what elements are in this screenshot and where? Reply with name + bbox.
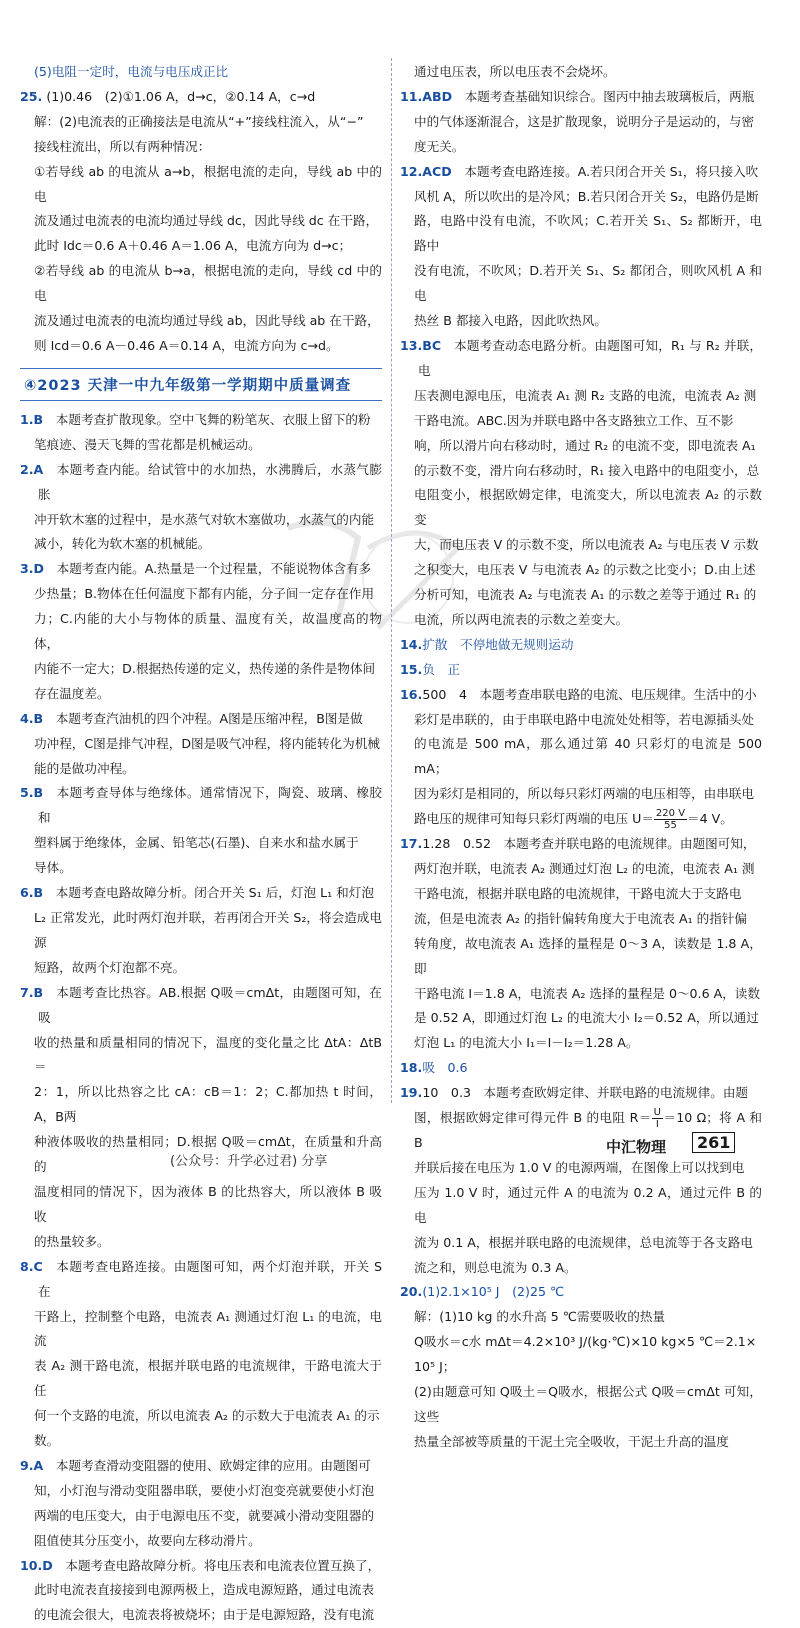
line-text: 流及通过电流表的电流均通过导线 ab，因此导线 ab 在干路，: [34, 313, 380, 329]
line-text: 存在温度差。: [34, 685, 110, 701]
ohm-formula-line: 图，根据欧姆定律可得元件 B 的电阻 R＝ $\frac{U}{I}$ ＝10 Ω；将 A 和 B: [414, 1107, 762, 1150]
line-text: 的示数不变，滑片向右移动时，R₁ 接入电路中的电阻变小，总: [414, 462, 760, 478]
answer-number: 25.: [20, 88, 43, 104]
text-line: [400, 558, 762, 583]
line-text: 本题考查基础知识综合。图丙中抽去玻璃板后，两瓶: [452, 88, 755, 104]
line-text: 表 A₂ 测干路电流，根据并联电路的电流规律，干路电流大于任: [34, 1358, 382, 1399]
text-line: [400, 533, 762, 558]
answer-number: 20.: [400, 1284, 423, 1300]
line-text: 接线柱流出，所以有两种情况：: [34, 138, 211, 154]
line-text: 本题考查导体与绝缘体。通常情况下，陶瓷、玻璃、橡胶和: [38, 785, 382, 826]
line-text: 本题考查动态电路分析。由题图可知，R₁ 与 R₂ 并联，电: [418, 337, 762, 378]
line-text: 10⁵ J；: [414, 1359, 456, 1375]
line-text: 何一个支路的电流，所以电流表 A₂ 的示数大于电流表 A₁ 的示: [34, 1408, 380, 1424]
answer-number: 3.D: [20, 561, 45, 577]
text-line: [400, 708, 762, 733]
line-text: 流为 0.1 A，根据并联电路的电流规律，总电流等于各支路电: [414, 1234, 753, 1250]
text-line: [400, 832, 762, 857]
text-line: [20, 1354, 382, 1404]
text-line: [20, 135, 382, 160]
text-line: [400, 1330, 762, 1355]
text-line: [20, 1504, 382, 1529]
footer-brand: 中汇物理: [606, 1138, 667, 1156]
line-text: (1)0.46 (2)①1.06 A，d→c，②0.14 A，c→d: [42, 88, 316, 104]
line-text: 本题考查汽油机的四个冲程。A图是压缩冲程，B图是做: [43, 710, 363, 726]
line-text: 干路上，控制整个电路，电流表 A₁ 测通过灯泡 L₁ 的电流，电流: [34, 1308, 382, 1349]
line-text: 本题考查电路故障分析。将电压表和电流表位置互换了，: [52, 1557, 381, 1573]
text-line: [400, 110, 762, 135]
text-line: [20, 682, 382, 707]
line-text: 内能不一定大；D.根据热传递的定义，热传递的条件是物体间: [34, 660, 376, 676]
line-text: 本题考查内能。A.热量是一个过程量，不能说物体含有多: [44, 561, 372, 577]
text-line: [20, 209, 382, 234]
text-line: [20, 408, 382, 433]
fraction: $\frac{220 V}{55}$: [655, 808, 686, 832]
answer-number: 5.B: [20, 785, 44, 801]
text-line: [400, 1231, 762, 1256]
line-text: 干路电流 I＝1.8 A，电流表 A₂ 选择的量程是 0～0.6 A，读数: [414, 985, 760, 1001]
line-text: 力；C.内能的大小与物体的质量、温度有关，故温度高的物体，: [34, 611, 382, 652]
line-text: 笔痕迹、漫天飞舞的雪花都是机械运动。: [34, 436, 261, 452]
line-text: 路，电路中没有电流，不吹风；C.若开关 S₁、S₂ 都断开，电路中: [414, 213, 762, 254]
answer-number: 16.: [400, 686, 423, 702]
line-text: 之积变大，电压表 V 与电流表 A₂ 的示数之比变小；D.由上述: [414, 562, 756, 578]
text-line: [20, 1603, 382, 1628]
text-line: [20, 906, 382, 956]
text-line: [400, 309, 762, 334]
answer-number: 8.C: [20, 1258, 43, 1274]
line-text: 知，小灯泡与滑动变阻器串联，要使小灯泡变亮就要使小灯泡: [34, 1482, 375, 1498]
text-line: [20, 1554, 382, 1579]
text-line: [20, 1255, 382, 1305]
line-text: 冲开软木塞的过程中，是水蒸气对软木塞做功，水蒸气的内能: [34, 511, 375, 527]
answer-number: 11.ABD: [400, 88, 453, 104]
text-line: [400, 633, 762, 658]
line-text: 热量全部被等质量的干泥土完全吸收，干泥土升高的温度: [414, 1433, 729, 1449]
text-line: [20, 557, 382, 582]
text-line: [400, 483, 762, 533]
text-line: [400, 907, 762, 932]
text-line: [400, 434, 762, 459]
line-text: 本题考查电路连接。由题图可知，两个灯泡并联，开关 S 在: [38, 1258, 382, 1299]
text-line: [20, 856, 382, 881]
line-text: 解：(1)10 kg 的水升高 5 ℃需要吸收的热量: [414, 1309, 666, 1325]
line-text: Q吸水＝c水 mΔt＝4.2×10³ J/(kg·℃)×10 kg×5 ℃＝2.1×: [414, 1334, 757, 1350]
line-text: 大，而电压表 V 的示数不变，所以电流表 A₂ 与电压表 V 示数: [414, 537, 759, 553]
line-text: 的热量较多。: [34, 1233, 110, 1249]
text-line: [20, 657, 382, 682]
answer-number: 14.: [400, 636, 423, 652]
text-line: [20, 160, 382, 210]
text-line: [20, 458, 382, 508]
text-line: [20, 956, 382, 981]
text-line: [20, 582, 382, 607]
text-line: [20, 707, 382, 732]
text-line: [20, 334, 382, 359]
line-text: 流之和，则总电流为 0.3 A。: [414, 1259, 577, 1275]
text-line: [400, 259, 762, 309]
text-line: [20, 1180, 382, 1230]
text-line: [400, 1156, 762, 1181]
text-line: [400, 85, 762, 110]
text-line: [20, 60, 382, 85]
line-text: 种液体吸收的热量相同；D.根据 Q吸＝cmΔt，在质量和升高的: [34, 1134, 382, 1175]
line-text: 分析可知，电流表 A₂ 与电流表 A₁ 的示数之差等于通过 R₁ 的: [414, 587, 757, 603]
share-note: (公众号：升学必过君) 分享: [170, 1154, 328, 1169]
line-text: ②若导线 ab 的电流从 b→a，根据电流的走向，导线 cd 中的电: [34, 263, 382, 304]
line-text: 两灯泡并联，电流表 A₂ 测通过灯泡 L₂ 的电流，电流表 A₁ 测: [414, 861, 755, 876]
text-line: [20, 781, 382, 831]
line-text: 吸 0.6: [422, 1060, 468, 1076]
text-line: [400, 384, 762, 409]
page-number: 261: [692, 1132, 735, 1153]
line-text: 风机 A，所以吹出的是冷风；B.若只闭合开关 S₂，电路仍是断: [414, 188, 759, 204]
line-text: 是 0.52 A，即通过灯泡 L₂ 的电流大小 I₂＝0.52 A，所以通过: [414, 1010, 759, 1026]
line-text: 通过电压表，所以电压表不会烧坏。: [414, 64, 616, 79]
section-title: ④2023 天津一中九年级第一学期期中质量调查: [20, 368, 382, 401]
line-text: 短路，故两个灯泡都不亮。: [34, 959, 186, 975]
text-line: [400, 1305, 762, 1330]
line-text: 数。: [34, 1433, 60, 1449]
answer-number: 4.B: [20, 710, 44, 726]
text-line: [400, 1380, 762, 1430]
text-line: [20, 881, 382, 906]
text-line: [400, 1181, 762, 1231]
line-text: 则 Icd＝0.6 A－0.46 A＝0.14 A，电流方向为 c→d。: [34, 337, 339, 353]
text-line: [400, 1430, 762, 1455]
right-column: [400, 60, 762, 1455]
line-text: 因为彩灯是相同的，所以每只彩灯两端的电压相等，由串联电: [414, 786, 755, 802]
line-text: (5)电阻一定时，电流与电压成正比: [34, 64, 229, 79]
line-text: 本题考查扩散现象。空中飞舞的粉笔灰、衣服上留下的粉: [43, 411, 371, 427]
line-text: 功冲程，C图是排气冲程，D图是吸气冲程，将内能转化为机械: [34, 735, 380, 751]
text-line: [400, 608, 762, 633]
text-line: [400, 409, 762, 434]
line-text: 两端的电压变大，由于电源电压不变，就要减小滑动变阻器的: [34, 1507, 375, 1523]
answer-number: 6.B: [20, 885, 44, 901]
text-line: [400, 857, 762, 882]
answer-number: 2.A: [20, 461, 44, 477]
line-text: L₂ 正常发光，此时两灯泡并联，若再闭合开关 S₂，将会造成电源: [34, 910, 382, 950]
line-text: 没有电流，不吹风；D.若开关 S₁、S₂ 都闭合，则吹风机 A 和电: [414, 263, 762, 304]
line-text: 度无关。: [414, 138, 465, 154]
text-line: [20, 981, 382, 1031]
line-text: 电流，所以两电流表的示数之差变大。: [414, 611, 629, 627]
text-line: [20, 508, 382, 533]
text-line: [400, 1056, 762, 1081]
text-line: [20, 1080, 382, 1130]
text-line: [20, 532, 382, 557]
line-text: 干路电流，根据并联电路的电流规律，干路电流大于支路电: [414, 885, 742, 901]
line-text: 1.28 0.52 本题考查并联电路的电流规律。由题图可知，: [422, 836, 756, 852]
line-text: 扩散 不停地做无规则运动: [422, 636, 574, 652]
text-line: [400, 982, 762, 1007]
line-text: 电阻变小，根据欧姆定律，电流变大，所以电流表 A₂ 的示数变: [414, 487, 762, 528]
line-text: 2：1，所以比热容之比 cA：cB＝1：2；C.都加热 t 时间，A，B两: [34, 1084, 382, 1125]
text-line: [20, 1454, 382, 1479]
text-line: [20, 1429, 382, 1454]
line-text: 本题考查滑动变阻器的使用、欧姆定律的应用。由题图可: [43, 1457, 371, 1473]
text-line: [20, 234, 382, 259]
text-line: [20, 1578, 382, 1603]
answer-number: 1.B: [20, 411, 44, 427]
text-line: [400, 209, 762, 259]
line-text: (2)由题意可知 Q吸土＝Q吸水，根据公式 Q吸＝cmΔt 可知，这些: [414, 1384, 762, 1424]
line-text: 减小，转化为软木塞的机械能。: [34, 536, 211, 552]
text-line: [20, 309, 382, 334]
text-line: [400, 1031, 762, 1056]
fraction: $\frac{U}{I}$: [653, 1107, 661, 1131]
line-text: 中的气体逐渐混合，这是扩散现象，说明分子是运动的，与密: [414, 113, 755, 129]
text-line: [400, 1280, 762, 1305]
answer-number: 19.: [400, 1085, 423, 1101]
line-text: 导体。: [34, 860, 72, 876]
text-line: [400, 782, 762, 807]
line-text: 解：(2)电流表的正确接法是电流从“+”接线柱流入，从“−”: [34, 113, 364, 129]
text-line: [400, 160, 762, 185]
line-text: 并联后接在电压为 1.0 V 的电源两端，在图像上可以找到电: [414, 1159, 745, 1175]
line-text: 500 4 本题考查串联电路的电流、电压规律。生活中的小: [422, 686, 757, 702]
answer-number: 15.: [400, 661, 423, 677]
line-text: 干路电流。ABC.因为并联电路中各支路独立工作、互不影: [414, 412, 734, 428]
line-text: 响，所以滑片向右移动时，通过 R₂ 的电流不变，即电流表 A₁: [414, 437, 756, 453]
text-line: [400, 658, 762, 683]
line-text: 流及通过电流表的电流均通过导线 dc，因此导线 dc 在干路，: [34, 213, 379, 229]
answer-number: 17.: [400, 836, 423, 852]
line-text: 此时电流表直接接到电源两极上，造成电源短路，通过电流表: [34, 1582, 375, 1598]
text-line: [20, 1529, 382, 1554]
text-line: [400, 1081, 762, 1106]
line-text: 收的热量和质量相同的情况下，温度的变化量之比 ΔtA：ΔtB＝: [34, 1034, 382, 1075]
text-line: [20, 607, 382, 657]
text-line: [20, 1031, 382, 1081]
line-text: 流，但是电流表 A₂ 的指针偏转角度大于电流表 A₁ 的指针偏: [414, 910, 747, 926]
formula-line: 路电压的规律可知每只彩灯两端的电压 U＝ $\frac{220 V}{55}$ ＝4 V。: [414, 808, 733, 832]
text-line: [400, 1256, 762, 1281]
text-line: [20, 1404, 382, 1429]
left-column: [20, 60, 382, 1628]
text-line: [20, 831, 382, 856]
text-line: [400, 1006, 762, 1031]
text-line: [400, 60, 762, 85]
line-text: 的电流是 500 mA，那么通过第 40 只彩灯的电流是 500 mA；: [414, 736, 762, 777]
text-line: [20, 433, 382, 458]
line-text: 塑料属于绝缘体，金属、铅笔芯(石墨)、自来水和盐水属于: [34, 835, 359, 851]
line-text: 能的是做功冲程。: [34, 760, 135, 776]
text-line: [400, 185, 762, 210]
text-line: [20, 757, 382, 782]
line-text: 少热量；B.物体在任何温度下都有内能，分子间一定存在作用: [34, 586, 375, 602]
text-line: [20, 732, 382, 757]
answer-number: 13.BC: [400, 337, 442, 353]
text-line: [20, 85, 382, 110]
line-text: 灯泡 L₁ 的电流大小 I₁＝I－I₂＝1.28 A。: [414, 1035, 639, 1051]
line-text: 本题考查电路故障分析。闭合开关 S₁ 后，灯泡 L₁ 和灯泡: [43, 885, 374, 901]
text-line: [400, 683, 762, 708]
text-line: [20, 110, 382, 135]
line-text: 本题考查电路连接。A.若只闭合开关 S₁，将只接入吹: [451, 163, 759, 179]
answer-number: 10.D: [20, 1557, 53, 1573]
text-line: [20, 259, 382, 309]
text-line: [400, 334, 762, 384]
line-text: 本题考查内能。给试管中的水加热，水沸腾后，水蒸气膨胀: [38, 461, 382, 502]
line-text: 本题考查比热容。AB.根据 Q吸＝cmΔt，由题图可知，在吸: [38, 984, 382, 1025]
line-text: 此时 Idc＝0.6 A＋0.46 A＝1.06 A，电流方向为 d→c；: [34, 238, 352, 254]
line-text: 的电流会很大，电流表将被烧坏；由于是电源短路，没有电流: [34, 1607, 375, 1623]
line-text: 10 0.3 本题考查欧姆定律、并联电路的电流规律。由题: [422, 1085, 749, 1101]
text-line: [400, 135, 762, 160]
line-text: 负 正: [422, 661, 461, 677]
text-line: [20, 1479, 382, 1504]
line-text: 热丝 B 都接入电路，因此吹热风。: [414, 313, 607, 329]
text-line: [400, 459, 762, 484]
text-line: [400, 732, 762, 782]
line-text: (1)2.1×10⁵ J (2)25 ℃: [422, 1284, 565, 1300]
line-text: ①若导线 ab 的电流从 a→b，根据电流的走向，导线 ab 中的电: [34, 163, 382, 204]
answer-number: 7.B: [20, 984, 44, 1000]
line-text: 压为 1.0 V 时，通过元件 A 的电流为 0.2 A，通过元件 B 的电: [414, 1184, 762, 1225]
text-line: [400, 1355, 762, 1380]
column-divider: [391, 58, 392, 1103]
line-text: 彩灯是串联的，由于串联电路中电流处处相等，若电源插头处: [414, 711, 755, 727]
text-line: [20, 1230, 382, 1255]
text-line: [20, 1305, 382, 1355]
line-text: 压表测电源电压，电流表 A₁ 测 R₂ 支路的电流，电流表 A₂ 测: [414, 387, 757, 403]
answer-number: 9.A: [20, 1457, 44, 1473]
line-text: 温度相同的情况下，因为液体 B 的比热容大，所以液体 B 吸收: [34, 1183, 382, 1224]
line-text: 转角度，故电流表 A₁ 选择的量程是 0～3 A，读数是 1.8 A，即: [414, 935, 762, 976]
answer-number: 12.ACD: [400, 163, 452, 179]
text-line: [400, 932, 762, 982]
text-line: [400, 882, 762, 907]
text-line: [400, 583, 762, 608]
line-text: 阻值使其分压变小，故要向左移动滑片。: [34, 1532, 261, 1548]
answer-number: 18.: [400, 1060, 423, 1076]
